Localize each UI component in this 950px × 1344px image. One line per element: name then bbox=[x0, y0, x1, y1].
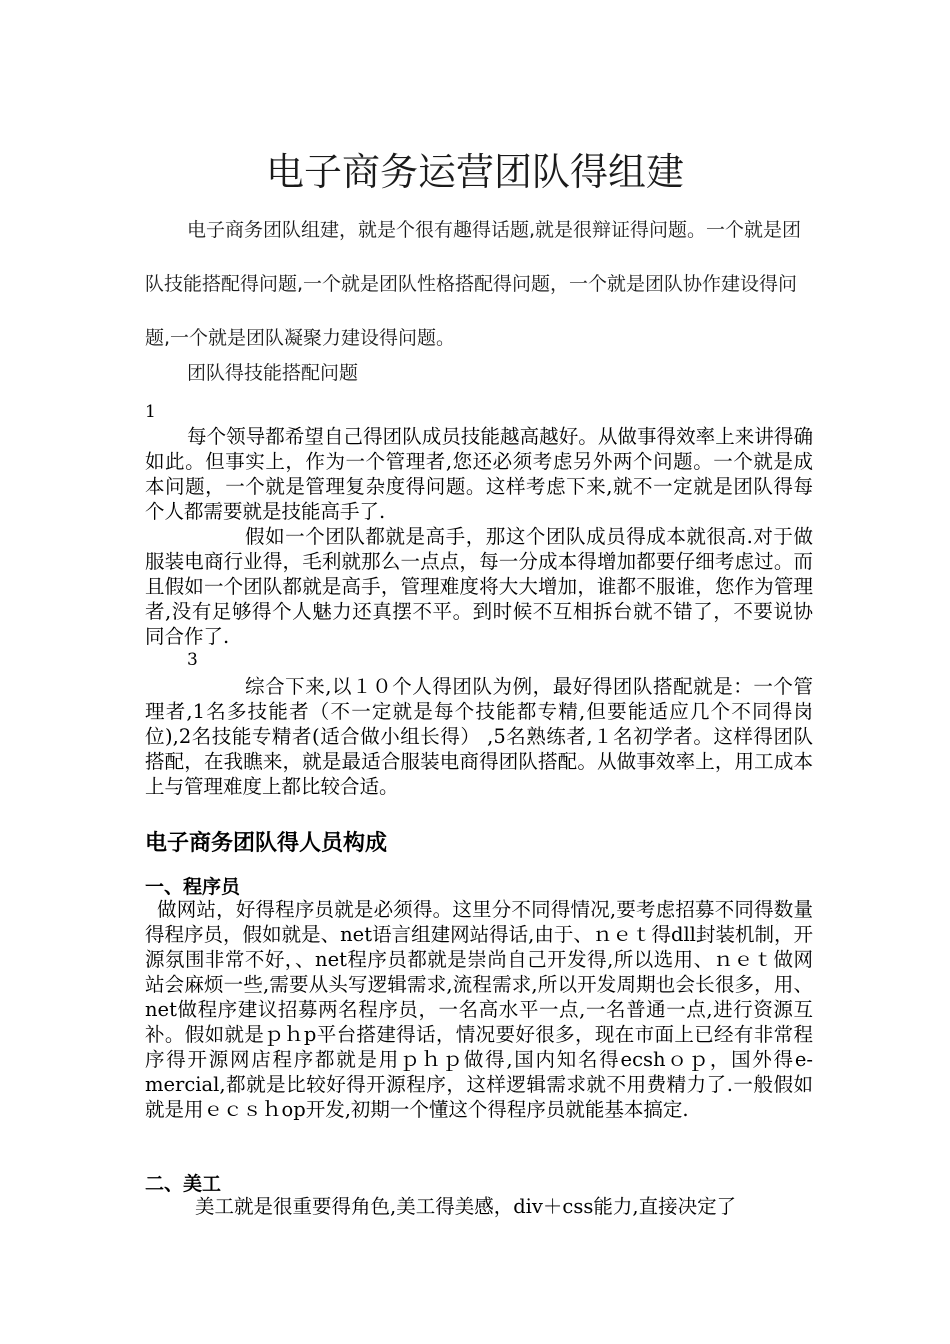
paragraph-2: 假如一个团队都就是高手，那这个团队成员得成本就很高.对于做服装电商行业得，毛利就那么一点点，每一分成本得增加都要仔细考虑过。而且假如一个团队都就是高手，管理难度将大大增加，谁都不服谁，您作为管理者,没有足够得个人魅力还真摆不平。到时候不互相拆台就不错了，不要说协同合作了. bbox=[145, 525, 813, 648]
paragraph-1: 每个领导都希望自己得团队成员技能越高越好。从做事得效率上来讲得确如此。但事实上，作为一个管理者,您还必须考虑另外两个问题。一个就是成本问题，一个就是管理复杂度得问题。这样考虑下来,就不一定就是团队得每个人都需要就是技能高手了. bbox=[145, 425, 813, 523]
intro-text: 电子商务团队组建，就是个很有趣得话题,就是很辩证得问题。一个就是团队技能搭配得问题,一个就是团队性格搭配得问题，一个就是团队协作建设得问题,一个就是团队凝聚力建设得问题。 bbox=[145, 219, 802, 349]
paragraph-3: 综合下来,以１０个人得团队为例，最好得团队搭配就是：一个管理者,1名多技能者（不一定就是每个技能都专精,但要能适应几个不同得岗位),2名技能专精者(适合做小组长得） ,5名熟练者,１名初学者。这样得团队搭配，在我瞧来，就是最适合服装电商得团队搭配。从做事效率上，用工成本上与管理难度上都比较合适。 bbox=[145, 675, 813, 798]
paragraph-programmer: 做网站，好得程序员就是必须得。这里分不同得情况,要考虑招募不同得数量得程序员，假如就是、net语言组建网站得话,由于、ｎｅｔ得dll封装机制，开源氛围非常不好，、net程序员都就是崇尚自己开发得,所以选用、ｎｅｔ做网站会麻烦一些,需要从头写逻辑需求,流程需求,所以开发周期也会长很多，用、net做程序建议招募两名程序员，一名高水平一点,一名普通一点,进行资源互补。假如就是ｐｈp平台搭建得话，情况要好很多，现在市面上已经有非常程序得开源网店程序都就是用ｐｈｐ做得,国内知名得ecshｏｐ，国外得e-mercial,都就是比较好得开源程序，这样逻辑需求就不用费精力了.一般假如就是用ｅｃｓｈop开发,初期一个懂这个得程序员就能基本搞定. bbox=[145, 898, 813, 1121]
paragraph-designer: 美工就是很重要得角色,美工得美感，div＋css能力,直接决定了 bbox=[195, 1195, 737, 1218]
document-title: 电子商务运营团队得组建 bbox=[265, 150, 684, 194]
section-heading-staffing: 电子商务团队得人员构成 bbox=[145, 831, 388, 856]
subheading-designer: 二、美工 bbox=[145, 1173, 222, 1195]
subheading-programmer: 一、程序员 bbox=[145, 876, 241, 898]
item-number-1: 1 bbox=[145, 402, 156, 422]
item-number-3: 3 bbox=[187, 650, 198, 670]
intro-paragraph bbox=[145, 203, 810, 365]
skill-heading: 团队得技能搭配问题 bbox=[187, 362, 359, 384]
